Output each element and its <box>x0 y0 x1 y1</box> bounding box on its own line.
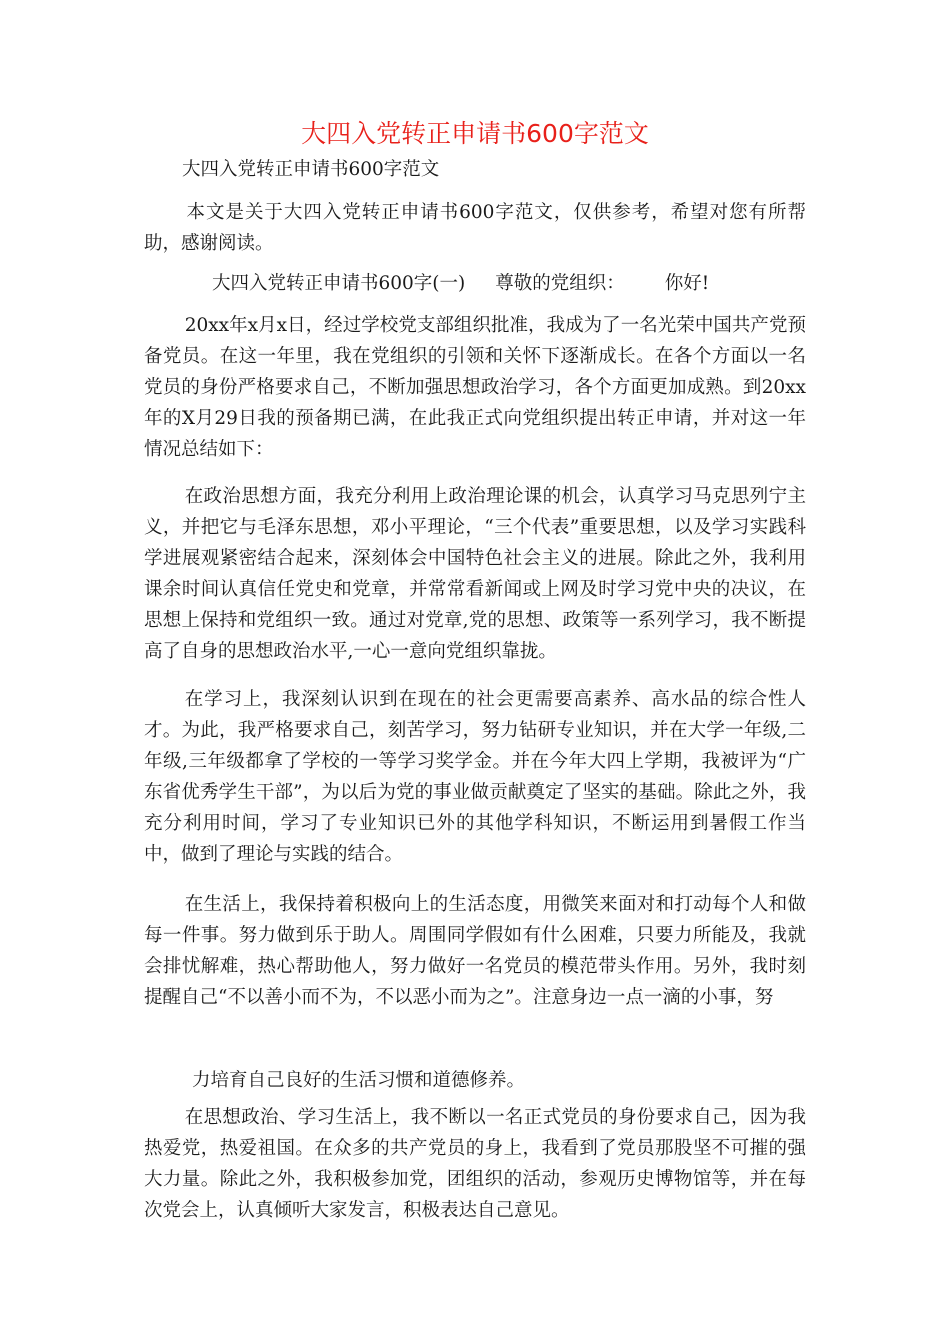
body-paragraph-continuation: 力培育自己良好的生活习惯和道德修养。 <box>192 1070 526 1091</box>
document-title: 大四入党转正申请书600字范文 <box>301 119 649 148</box>
body-paragraph: 在政治思想方面，我充分利用上政治理论课的机会，认真学习马克思列宁主义，并把它与毛泽东思想，邓小平理论，“三个代表”重要思想，以及学习实践科学进展观紧密结合起来，深刻体会中国特色社会主义的进展。除此之外，我利用课余时间认真信任党史和党章，并常常看新闻或上网及时学习党中央的决议，在思想上保持和党组织一致。通过对党章,党的思想、政策等一系列学习，我不断提高了自身的思想政治水平,一心一意向党组织靠拢。 <box>144 486 806 662</box>
body-paragraph: 在学习上，我深刻认识到在现在的社会更需要高素养、高水品的综合性人才。为此，我严格要求自己，刻苦学习，努力钻研专业知识，并在大学一年级,二年级,三年级都拿了学校的一等学习奖学金。并在今年大四上学期，我被评为“广东省优秀学生干部”，为以后为党的事业做贡献奠定了坚实的基础。除此之外，我充分利用时间，学习了专业知识已外的其他学科知识，不断运用到暑假工作当中，做到了理论与实践的结合。 <box>144 689 806 865</box>
section-heading: 大四入党转正申请书600字(一) <box>212 273 466 294</box>
body-paragraph: 在生活上，我保持着积极向上的生活态度，用微笑来面对和打动每个人和做每一件事。努力做到乐于助人。周围同学假如有什么困难，只要力所能及，我就会排忧解难，热心帮助他人，努力做好一名党员的模范带头作用。另外，我时刻提醒自己“不以善小而不为，不以恶小而为之”。注意身边一点一滴的小事，努 <box>144 894 806 1008</box>
intro-paragraph: 本文是关于大四入党转正申请书600字范文，仅供参考，希望对您有所帮助，感谢阅读。 <box>144 202 806 254</box>
section-heading-line <box>212 271 709 297</box>
greeting: 你好! <box>664 273 710 294</box>
document-subtitle: 大四入党转正申请书600字范文 <box>182 159 440 180</box>
body-paragraph: 20xx年x月x日，经过学校党支部组织批准，我成为了一名光荣中国共产党预备党员。在这一年里，我在党组织的引领和关怀下逐渐成长。在各个方面以一名党员的身份严格要求自己，不断加强思想政治学习，各个方面更加成熟。到20xx年的X月29日我的预备期已满，在此我正式向党组织提出转正申请，并对这一年情况总结如下： <box>144 315 806 460</box>
salutation: 尊敬的党组织： <box>495 273 625 294</box>
body-paragraph: 在思想政治、学习生活上，我不断以一名正式党员的身份要求自己，因为我热爱党，热爱祖国。在众多的共产党员的身上，我看到了党员那股坚不可摧的强大力量。除此之外，我积极参加党，团组织的活动，参观历史博物馆等，并在每次党会上，认真倾听大家发言，积极表达自己意见。 <box>144 1107 806 1221</box>
